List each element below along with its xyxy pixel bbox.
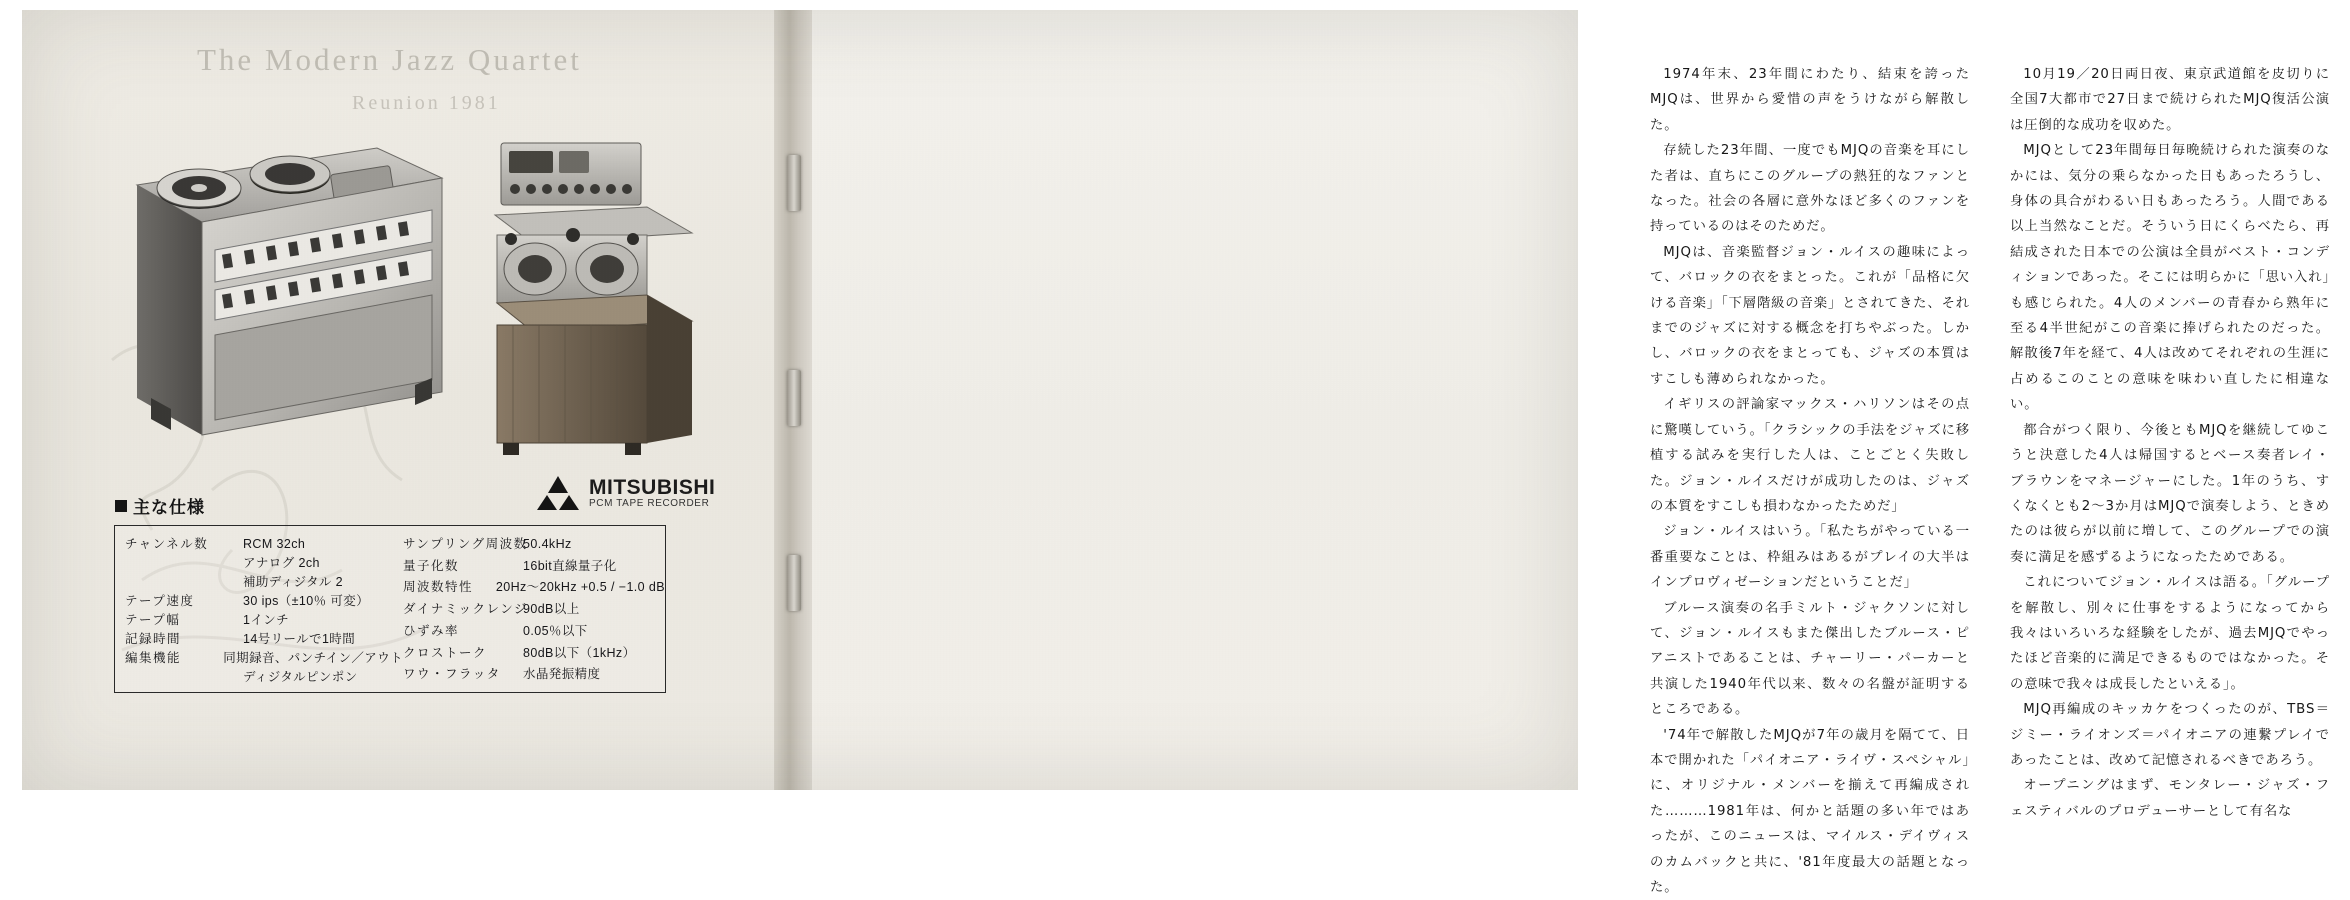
spec-value: 20Hz～20kHz +0.5 / −1.0 dB bbox=[495, 580, 665, 595]
spec-row bbox=[403, 577, 665, 599]
specs-column-left bbox=[125, 534, 403, 686]
spec-value: RCM 32ch bbox=[243, 537, 306, 551]
spec-value: 14号リールで1時間 bbox=[243, 632, 356, 646]
right-page bbox=[812, 10, 2330, 895]
left-page bbox=[22, 10, 782, 790]
paragraph: 1974年末、23年間にわたり、結束を誇ったMJQは、世界から愛惜の声をうけながら解散した。 bbox=[1650, 67, 1970, 133]
paragraph: これについてジョン・ルイスは語る。「グループを解散し、別々に仕事をするようになってから我々はいろいろな経験をしたが、過去MJQでやったほど音楽的に満足できるものではなかった。その意味で我々は成長したといえる」。 bbox=[2010, 575, 2330, 692]
spec-label: サンプリング周波数 bbox=[403, 537, 528, 551]
spec-label: ひずみ率 bbox=[403, 623, 460, 638]
staple bbox=[787, 370, 801, 426]
spec-value: 0.05％以下 bbox=[523, 623, 588, 638]
spec-label: テープ速度 bbox=[125, 594, 195, 608]
paragraph: ジョン・ルイスはいう。「私たちがやっている一番重要なことは、枠組みはあるがプレイの大半はインプロヴィゼーションだということだ」 bbox=[1650, 524, 1970, 591]
specs-heading bbox=[115, 493, 205, 518]
three-diamond-icon bbox=[537, 474, 579, 512]
paragraph: MJQは、音楽監督ジョン・ルイスの趣味によって、バロックの衣をまとった。これが「品格に欠ける音楽」「下層階級の音楽」とされてきた、それまでのジャズに対する概念を打ちやぶった。しかし、バロックの衣をまとっても、ジャズの本質はすこしも薄められなかった。 bbox=[1650, 244, 1970, 387]
paragraph: MJQ再編成のキッカケをつくったのが、TBS＝ジミー・ライオンズ＝パイオニアの連繋プレイであったことは、改めて記憶されるべきであろう。 bbox=[2010, 702, 2330, 768]
spec-label: 記録時間 bbox=[125, 632, 182, 646]
spec-value: 同期録音、パンチイン／アウト bbox=[223, 651, 403, 665]
specs-column-right bbox=[403, 534, 665, 686]
brand-name: MITSUBISHI bbox=[589, 475, 716, 499]
spec-row bbox=[403, 664, 665, 686]
specs-heading-label: 主な仕様 bbox=[133, 498, 205, 517]
bullet-square-icon bbox=[115, 500, 127, 512]
spec-value: 90dB以上 bbox=[523, 602, 580, 617]
article-column-2 bbox=[2010, 62, 2330, 824]
multitrack-recorder-photo bbox=[127, 130, 447, 470]
specs-table bbox=[114, 525, 666, 693]
article-body bbox=[1650, 62, 2350, 895]
spec-row bbox=[125, 629, 403, 648]
spec-row bbox=[125, 553, 403, 572]
paragraph: オープニングはまず、モンタレー・ジャズ・フェスティバルのプロデューサーとして有名な bbox=[2010, 778, 2330, 819]
spec-label: ワウ・フラッタ bbox=[403, 667, 501, 682]
ghost-title: The Modern Jazz Quartet bbox=[197, 42, 582, 77]
paragraph: イギリスの評論家マックス・ハリソンはその点に驚嘆していう。「クラシックの手法をジャズに移植する試みを実行した人は、ことごとく失敗した。ジョン・ルイスだけが成功したのは、ジャズの本質をすこしも損わなかったためだ」 bbox=[1650, 397, 1970, 514]
spec-label: 量子化数 bbox=[403, 558, 460, 573]
spec-value: 16bit直線量子化 bbox=[523, 558, 617, 573]
spec-label: 編集機能 bbox=[125, 651, 182, 665]
spec-value: 補助ディジタル 2 bbox=[243, 575, 344, 589]
paragraph: 存続した23年間、一度でもMJQの音楽を耳にした者は、直ちにこのグループの熱狂的なファンとなった。社会の各層に意外なほど多くのファンを持っているのはそのためだ。 bbox=[1650, 143, 1970, 235]
spec-value: 水晶発振精度 bbox=[523, 667, 601, 682]
spec-row bbox=[125, 667, 403, 686]
spec-row bbox=[403, 534, 665, 556]
product-photo bbox=[117, 115, 737, 510]
spec-value: 1インチ bbox=[243, 613, 290, 627]
spec-row bbox=[403, 621, 665, 643]
spec-label: チャンネル数 bbox=[125, 537, 209, 551]
spec-row bbox=[403, 599, 665, 621]
spec-row bbox=[125, 610, 403, 629]
spec-row bbox=[125, 572, 403, 591]
spec-value: アナログ 2ch bbox=[243, 556, 320, 570]
spec-row bbox=[403, 556, 665, 578]
spec-value: 80dB以下（1kHz） bbox=[523, 645, 636, 660]
paragraph: ブルース演奏の名手ミルト・ジャクソンに対して、ジョン・ルイスもまた傑出したブルース・ピアニストであることは、チャーリー・パーカーと共演した1940年代以来、数々の名盤が証明するところである。 bbox=[1650, 600, 1970, 718]
spec-label: テープ幅 bbox=[125, 613, 181, 627]
staple bbox=[787, 155, 801, 211]
spec-label: クロストーク bbox=[403, 645, 488, 660]
spec-label: 周波数特性 bbox=[403, 580, 474, 595]
spec-label: ダイナミックレンジ bbox=[403, 602, 528, 617]
spec-value: 30 ips（±10％ 可変） bbox=[243, 594, 370, 608]
spec-value: ディジタルピンポン bbox=[243, 670, 358, 684]
staple bbox=[787, 555, 801, 611]
spec-row bbox=[125, 648, 403, 667]
booklet-spread bbox=[22, 10, 2330, 895]
ghost-subtitle: Reunion 1981 bbox=[352, 92, 501, 114]
article-column-1 bbox=[1650, 62, 1970, 900]
paragraph: 都合がつく限り、今後ともMJQを継続してゆこうと決意した4人は帰国するとベース奏者レイ・ブラウンをマネージャーにした。1年のうち、すくなくとも2～3か月はMJQで演奏しよう、ときめたのは彼らが以前に増して、このグループでの演奏に満足を感ずるようになったためである。 bbox=[2010, 422, 2330, 565]
paragraph: 10月19／20日両日夜、東京武道館を皮切りに全国7大都市で27日まで続けられたMJQ復活公演は圧倒的な成功を収めた。 bbox=[2010, 67, 2330, 133]
spec-row bbox=[125, 591, 403, 610]
spec-row bbox=[125, 534, 403, 553]
mitsubishi-logo bbox=[537, 465, 747, 521]
paragraph: '74年で解散したMJQが7年の歳月を隔てて、日本で開かれた「パイオニア・ライヴ・スペシャル」に、オリジナル・メンバーを揃えて再編成された………1981年は、何かと話題の多い年ではあったが、このニュースは、マイルス・デイヴィスのカムバックと共に、'81年度最大の話題となった。 bbox=[1650, 727, 1970, 895]
tape-recorder-photo bbox=[487, 135, 722, 465]
spec-value: 50.4kHz bbox=[523, 537, 572, 551]
paragraph: MJQとして23年間毎日毎晩続けられた演奏のなかには、気分の乗らなかった日もあったろうし、身体の具合がわるい日もあったろう。人間である以上当然なことだ。そういう日にくらべたら、再結成された日本での公演は全員がベスト・コンディションであった。そこには明らかに「思い入れ」も感じられた。4人のメンバーの青春から熟年に至る4半世紀がこの音楽に捧げられたのだった。解散後7年を経て、4人は改めてそれぞれの生涯に占めるこのことの意味を味わい直したに相違ない。 bbox=[2010, 143, 2330, 413]
brand-subtitle: PCM TAPE RECORDER bbox=[589, 497, 710, 509]
spec-row bbox=[403, 643, 665, 665]
